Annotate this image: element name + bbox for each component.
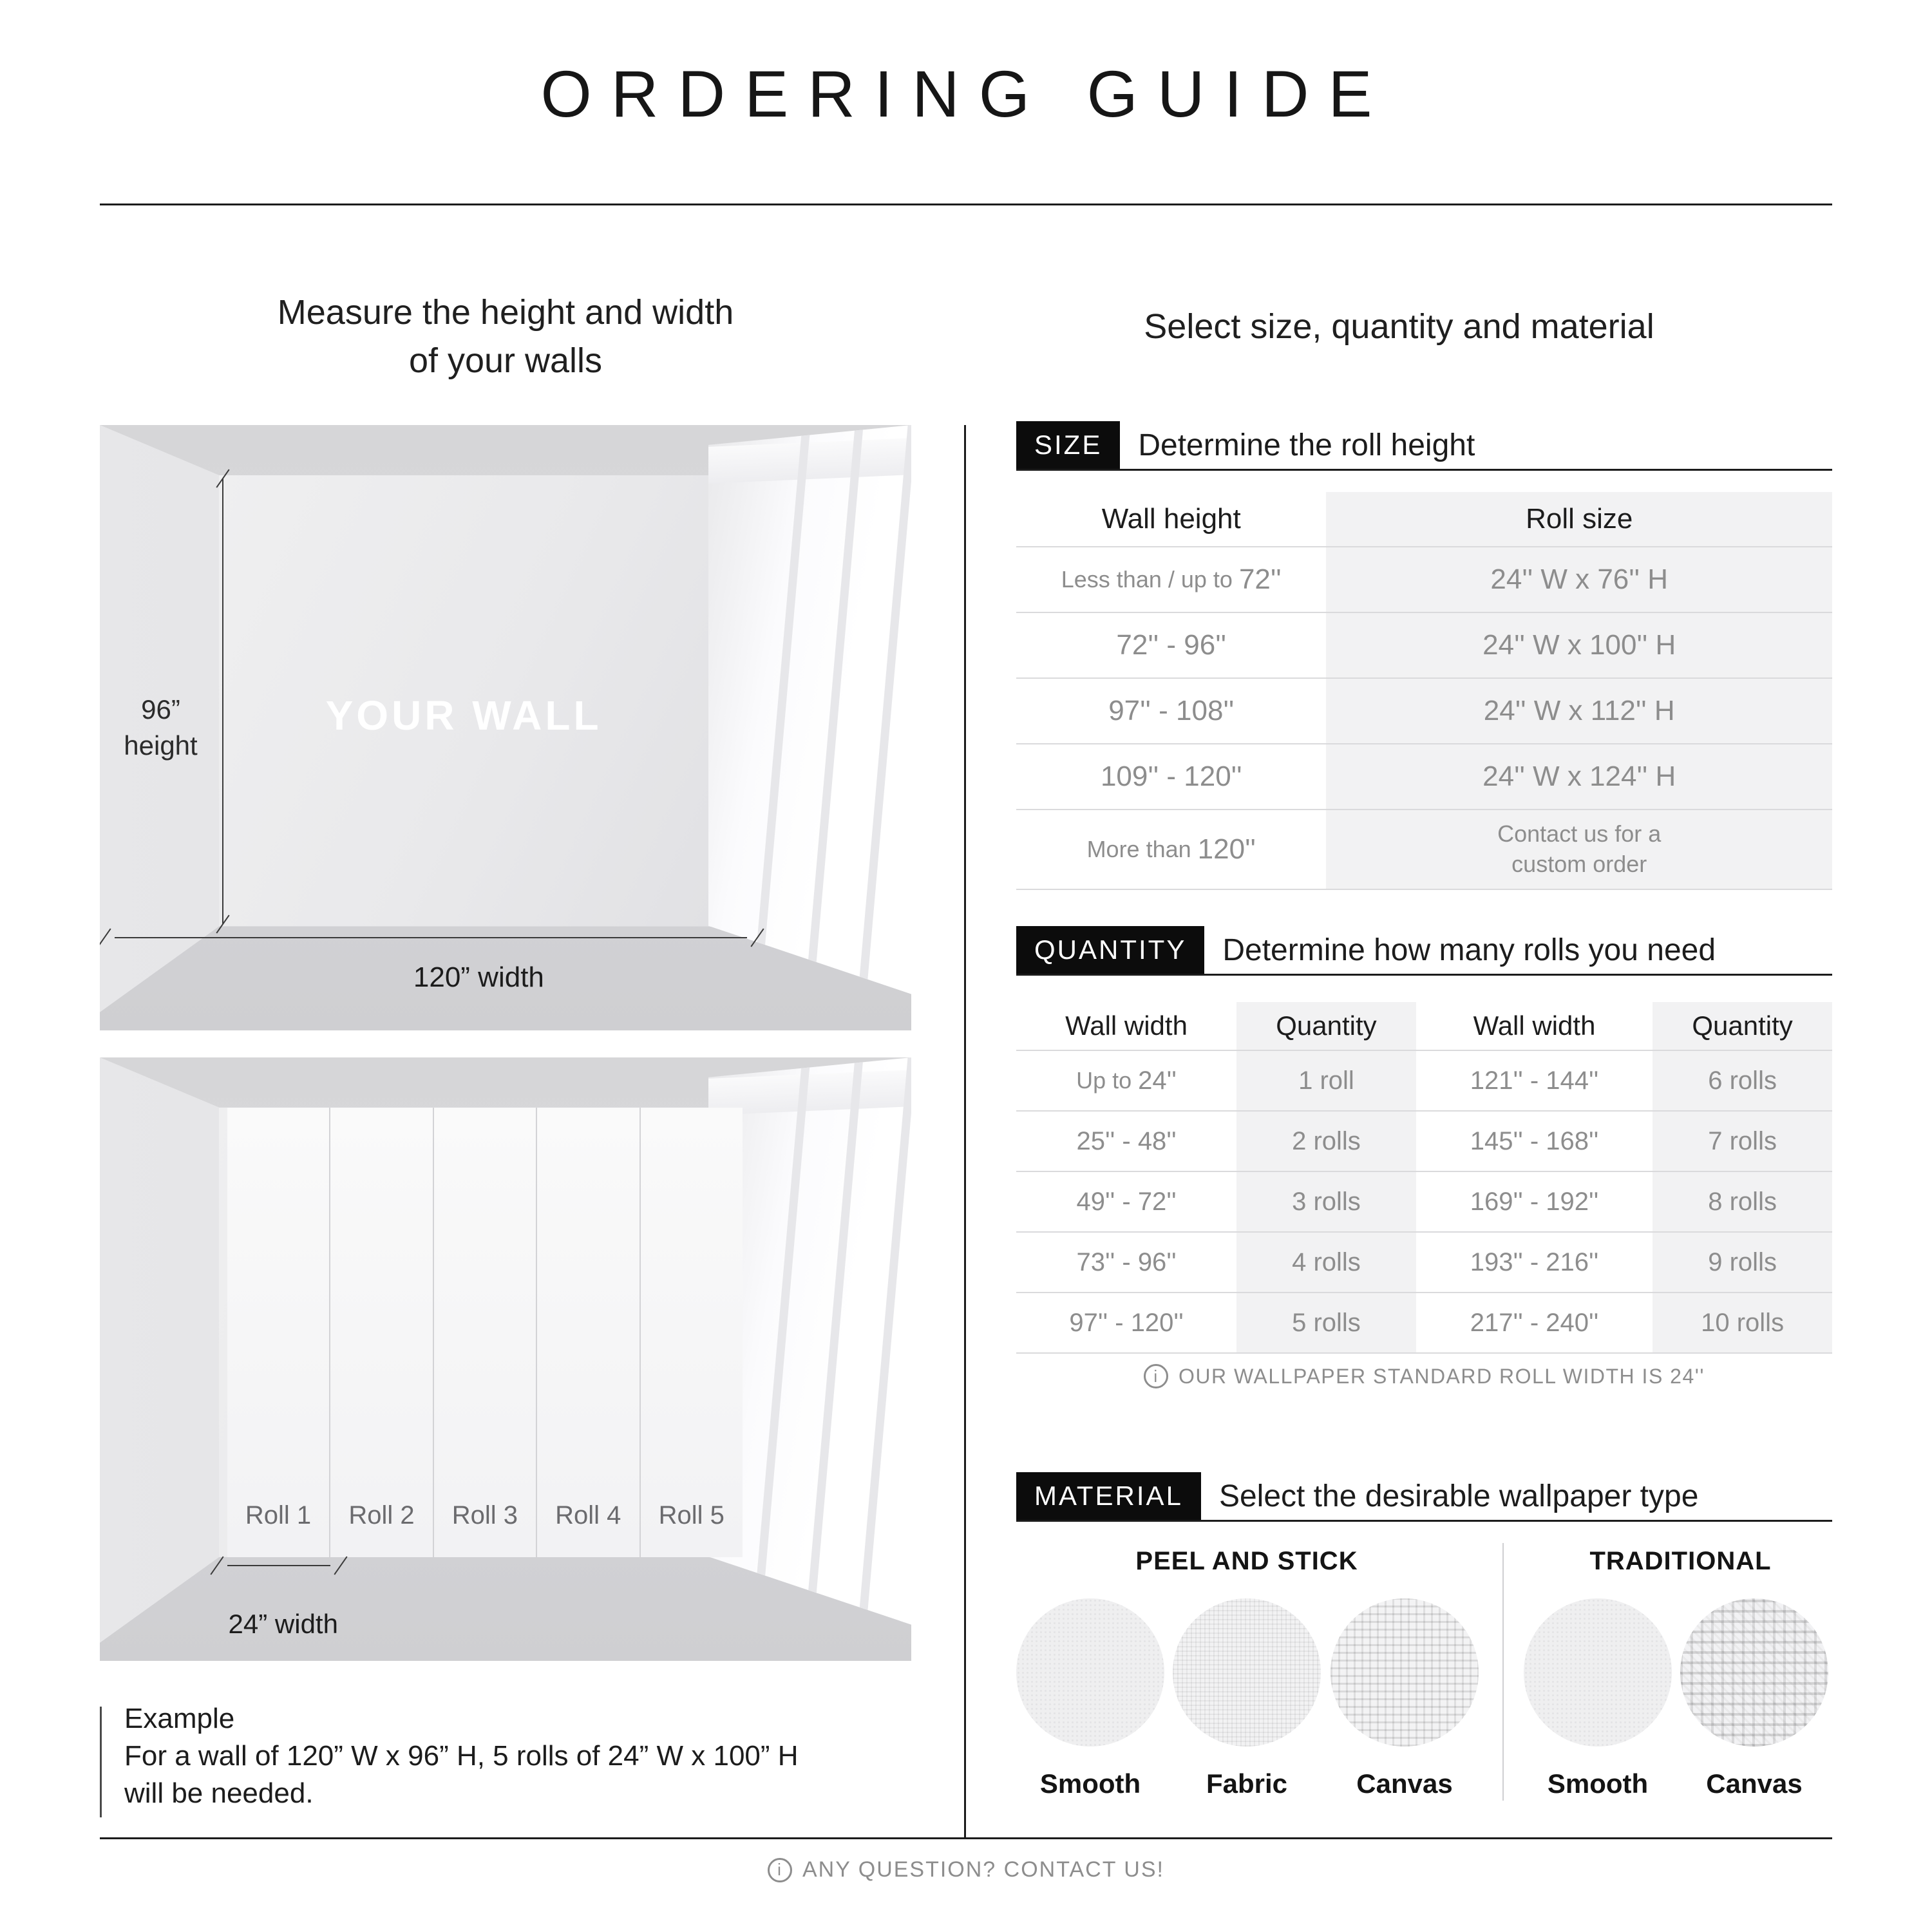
footer-contact[interactable] <box>0 1857 1932 1882</box>
roll-panel <box>537 1108 640 1557</box>
roll-label: Roll 2 <box>348 1501 415 1530</box>
quantity-table <box>1016 1002 1832 1354</box>
footer-divider <box>100 1837 1832 1839</box>
your-wall-label: YOUR WALL <box>325 692 602 739</box>
wallpaper-roll-panels <box>227 1108 743 1557</box>
example-title: Example <box>124 1703 235 1734</box>
group-traditional: TRADITIONAL <box>1589 1547 1772 1575</box>
column-divider <box>964 425 966 1837</box>
example-block <box>100 1700 911 1812</box>
roll-panel <box>641 1108 743 1557</box>
size-table <box>1016 492 1832 890</box>
quantity-table-row: Up to 24'' 1 roll 121'' - 144'' 6 rolls <box>1016 1051 1832 1112</box>
info-icon: i <box>1144 1364 1168 1388</box>
roll-label: Roll 5 <box>658 1501 724 1530</box>
material-badge: MATERIAL <box>1016 1472 1201 1520</box>
roll-width-measure-line <box>227 1565 330 1566</box>
window <box>708 425 911 994</box>
quantity-badge: QUANTITY <box>1016 926 1204 974</box>
swatch-label: Smooth <box>1547 1768 1649 1799</box>
swatch-canvas-peel <box>1331 1598 1479 1747</box>
left-heading-line1: Measure the height and width <box>277 293 734 332</box>
roll-panel <box>330 1108 433 1557</box>
quantity-table-header-row <box>1016 1002 1832 1051</box>
roll-width-label: 24” width <box>228 1609 338 1640</box>
size-table-header-row <box>1016 492 1832 547</box>
roll-width-note: i OUR WALLPAPER STANDARD ROLL WIDTH IS 24'' <box>1016 1364 1832 1388</box>
info-icon: i <box>768 1858 792 1882</box>
size-table-row: Less than / up to 72'' 24'' W x 76'' H <box>1016 547 1832 613</box>
quantity-table-row: 25'' - 48'' 2 rolls 145'' - 168'' 7 rolls <box>1016 1112 1832 1172</box>
room-diagram-measure <box>100 425 911 1030</box>
size-table-row: 109'' - 120'' 24'' W x 124'' H <box>1016 744 1832 810</box>
example-accent-bar <box>100 1707 102 1817</box>
swatch-smooth-traditional <box>1524 1598 1672 1747</box>
wall-width-label: 120” width <box>413 961 544 993</box>
page-title: ORDERING GUIDE <box>540 57 1392 131</box>
swatch-label: Smooth <box>1039 1768 1141 1799</box>
quantity-col-wall-width: Wall width <box>1065 1010 1188 1041</box>
group-peel-and-stick: PEEL AND STICK <box>1135 1547 1358 1575</box>
example-line2: will be needed. <box>124 1777 314 1810</box>
window-mullion <box>858 1057 911 1625</box>
window-mullion <box>752 425 810 994</box>
roll-panel <box>434 1108 537 1557</box>
window-mullion <box>805 425 863 994</box>
quantity-col-quantity: Quantity <box>1653 1002 1832 1050</box>
window-mullion <box>858 425 911 994</box>
size-subtitle: Determine the roll height <box>1138 428 1475 462</box>
size-table-row: 72'' - 96'' 24'' W x 100'' H <box>1016 613 1832 679</box>
size-col-roll-size: Roll size <box>1326 492 1832 546</box>
roll-panel <box>227 1108 330 1557</box>
wall-height-label: 96” height <box>124 694 198 761</box>
roll-label: Roll 4 <box>555 1501 621 1530</box>
room-diagram-rolls <box>100 1057 911 1661</box>
example-line1: For a wall of 120” W x 96” H, 5 rolls of 24” W x 100” H <box>124 1740 799 1772</box>
quantity-table-row: 73'' - 96'' 4 rolls 193'' - 216'' 9 rolls <box>1016 1233 1832 1293</box>
swatch-fabric-peel <box>1173 1598 1321 1747</box>
swatch-smooth-peel <box>1016 1598 1164 1747</box>
right-column-heading: Select size, quantity and material <box>1144 307 1654 346</box>
size-section-header <box>1016 421 1832 471</box>
quantity-subtitle: Determine how many rolls you need <box>1222 933 1716 967</box>
roll-label: Roll 3 <box>451 1501 518 1530</box>
left-column-heading <box>100 289 911 384</box>
footer-contact-text: ANY QUESTION? CONTACT US! <box>802 1857 1164 1882</box>
quantity-table-row: 97'' - 120'' 5 rolls 217'' - 240'' 10 rolls <box>1016 1293 1832 1354</box>
width-measure-line <box>115 937 748 938</box>
size-badge: SIZE <box>1016 421 1120 469</box>
swatch-label: Canvas <box>1706 1768 1803 1799</box>
swatch-label: Canvas <box>1356 1768 1453 1799</box>
quantity-section-header <box>1016 926 1832 976</box>
material-group-divider <box>1502 1543 1504 1801</box>
swatch-canvas-traditional <box>1680 1598 1828 1747</box>
size-table-row: 97'' - 108'' 24'' W x 112'' H <box>1016 679 1832 744</box>
size-col-wall-height: Wall height <box>1101 503 1241 535</box>
left-heading-line2: of your walls <box>408 341 603 380</box>
quantity-col-quantity: Quantity <box>1236 1002 1416 1050</box>
window-beam <box>708 438 911 484</box>
swatch-label: Fabric <box>1206 1768 1288 1799</box>
material-subtitle: Select the desirable wallpaper type <box>1218 1479 1699 1513</box>
size-table-row: More than 120'' Contact us for a custom order <box>1016 810 1832 890</box>
header-divider <box>100 204 1832 205</box>
window-mullion <box>805 1057 863 1625</box>
quantity-col-wall-width: Wall width <box>1473 1010 1596 1041</box>
window-mullion <box>753 1057 811 1625</box>
quantity-table-row: 49'' - 72'' 3 rolls 169'' - 192'' 8 rolls <box>1016 1172 1832 1233</box>
roll-label: Roll 1 <box>245 1501 312 1530</box>
material-section-header <box>1016 1472 1832 1522</box>
